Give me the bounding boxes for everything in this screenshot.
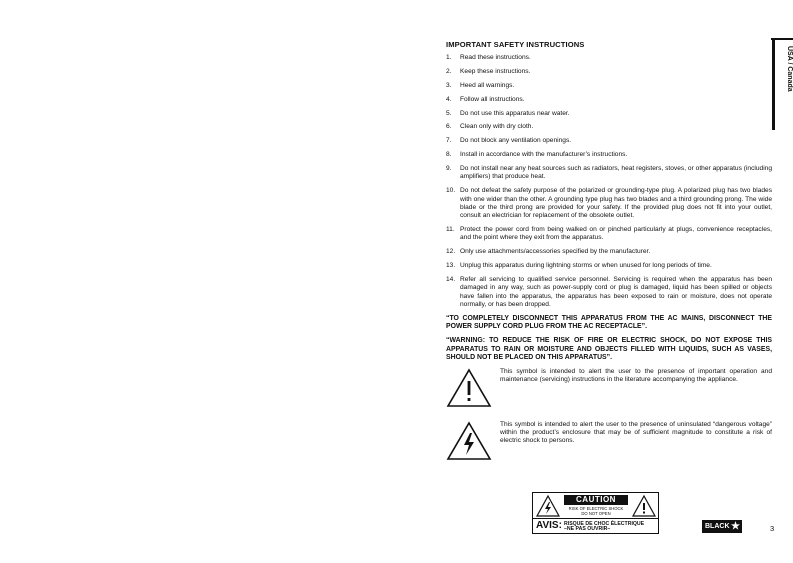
list-item [446,276,772,309]
item-text: Follow all instructions. [460,95,525,103]
item-number: 5. [446,109,452,117]
list-item [446,151,772,159]
item-text: Heed all warnings. [460,81,515,89]
item-number: 13. [446,262,456,270]
item-number: 1. [446,54,452,61]
lightning-triangle-icon [446,421,500,467]
list-item [446,226,772,243]
safety-instructions [446,40,772,474]
caution-line-1: RISK OF ELECTRIC SHOCK [568,506,624,511]
avis-line-1: RISQUE DE CHOC ÉLECTRIQUE [564,520,645,527]
avis-label: AVIS: [536,520,562,531]
page-number: 3 [770,524,775,533]
item-number: 7. [446,137,452,145]
item-text: Refer all servicing to qualified service personnel. Servicing is required when the apparatus has been damaged in any way, such as power-supply cord or plug is damaged, liquid has been spilled or objects have fallen into the apparatus, the apparatus has been exposed to rain or moisture, does not operate normally, or has been dropped. [460,276,772,308]
exclamation-symbol-text: This symbol is intended to alert the user to the presence of important operation and maintenance (servicing) instructions in the literature accompanying the appliance. [500,367,772,384]
list-item [446,68,772,76]
item-text: Do not install near any heat sources such as radiators, heat registers, stoves, or other apparatus (including amplifiers) that produce heat. [460,165,772,181]
list-item [446,165,772,182]
item-text: Clean only with dry cloth. [460,123,534,131]
section-title: IMPORTANT SAFETY INSTRUCTIONS [446,40,585,49]
item-number: 8. [446,151,452,159]
list-item [446,54,772,62]
item-text: Install in accordance with the manufacturer’s instructions. [460,151,628,159]
item-number: 10. [446,187,456,195]
caution-label [532,492,659,534]
item-text: Do not use this apparatus near water. [460,109,570,117]
lightning-symbol-notice [446,421,772,467]
item-text: Keep these instructions. [460,67,531,75]
list-item [446,248,772,256]
list-item [446,137,772,145]
lightning-symbol-text: This symbol is intended to alert the user to the presence of uninsulated “dangerous voltage” within the product’s enclosure that may be of sufficient magnitude to constitute a risk of electric shock to persons. [500,420,772,445]
list-item [446,123,772,131]
item-number: 14. [446,276,456,284]
item-text: Do not defeat the safety purpose of the polarized or grounding-type plug. A polarized plug has two blades with one wider than the other. A grounding type plug has two blades and a third grounding prong. The wide blade or the third prong are provided for your safety. If the provided plug does not fit into your outlet, consult an electrician for replacement of the obsolete outlet. [460,187,772,220]
item-number: 12. [446,248,456,256]
list-item [446,82,772,90]
disconnect-warning: “TO COMPLETELY DISCONNECT THIS APPARATUS FROM THE AC MAINS, DISCONNECT THE POWER SUPPLY CORD PLUG FROM THE AC RECEPTACLE”. [446,314,772,331]
avis-line-2: –NE PAS OUVRIR– [564,526,611,532]
item-number: 9. [446,165,452,173]
item-number: 4. [446,95,452,103]
side-tab-label: USA / Canada [786,46,793,92]
item-text: Do not block any ventilation openings. [460,137,572,145]
exclamation-symbol-notice [446,368,772,414]
caution-title: CAUTION [564,495,628,505]
item-text: Only use attachments/accessories specified by the manufacturer. [460,248,651,256]
item-number: 6. [446,123,452,131]
list-item [446,187,772,220]
brand-logo [702,520,742,533]
item-number: 2. [446,67,452,75]
list-item [446,96,772,104]
star-icon: ★ [731,521,740,532]
list-item [446,262,772,270]
logo-text: BLACK [705,523,730,530]
item-text: Protect the power cord from being walked on or pinched particularly at plugs, convenience receptacles, and the point where they exit from the apparatus. [460,226,772,242]
caution-divider [533,518,658,519]
item-number: 3. [446,81,452,89]
instruction-list [446,54,772,309]
fire-shock-warning: “WARNING: TO REDUCE THE RISK OF FIRE OR ELECTRIC SHOCK, DO NOT EXPOSE THIS APPARATUS TO RAIN OR MOISTURE AND OBJECTS FILLED WITH LIQUIDS, SUCH AS VASES, SHOULD NOT BE PLACED ON THIS APPARATUS”. [446,337,772,362]
exclamation-triangle-icon [446,368,500,414]
item-text: Read these instructions. [460,54,531,61]
caution-line-2: DO NOT OPEN [581,511,611,516]
list-item [446,110,772,118]
item-number: 11. [446,226,455,234]
exclamation-triangle-icon [632,495,656,517]
item-text: Unplug this apparatus during lightning storms or when unused for long periods of time. [460,262,712,270]
lightning-triangle-icon [536,495,560,517]
side-tab-marker [772,40,775,130]
